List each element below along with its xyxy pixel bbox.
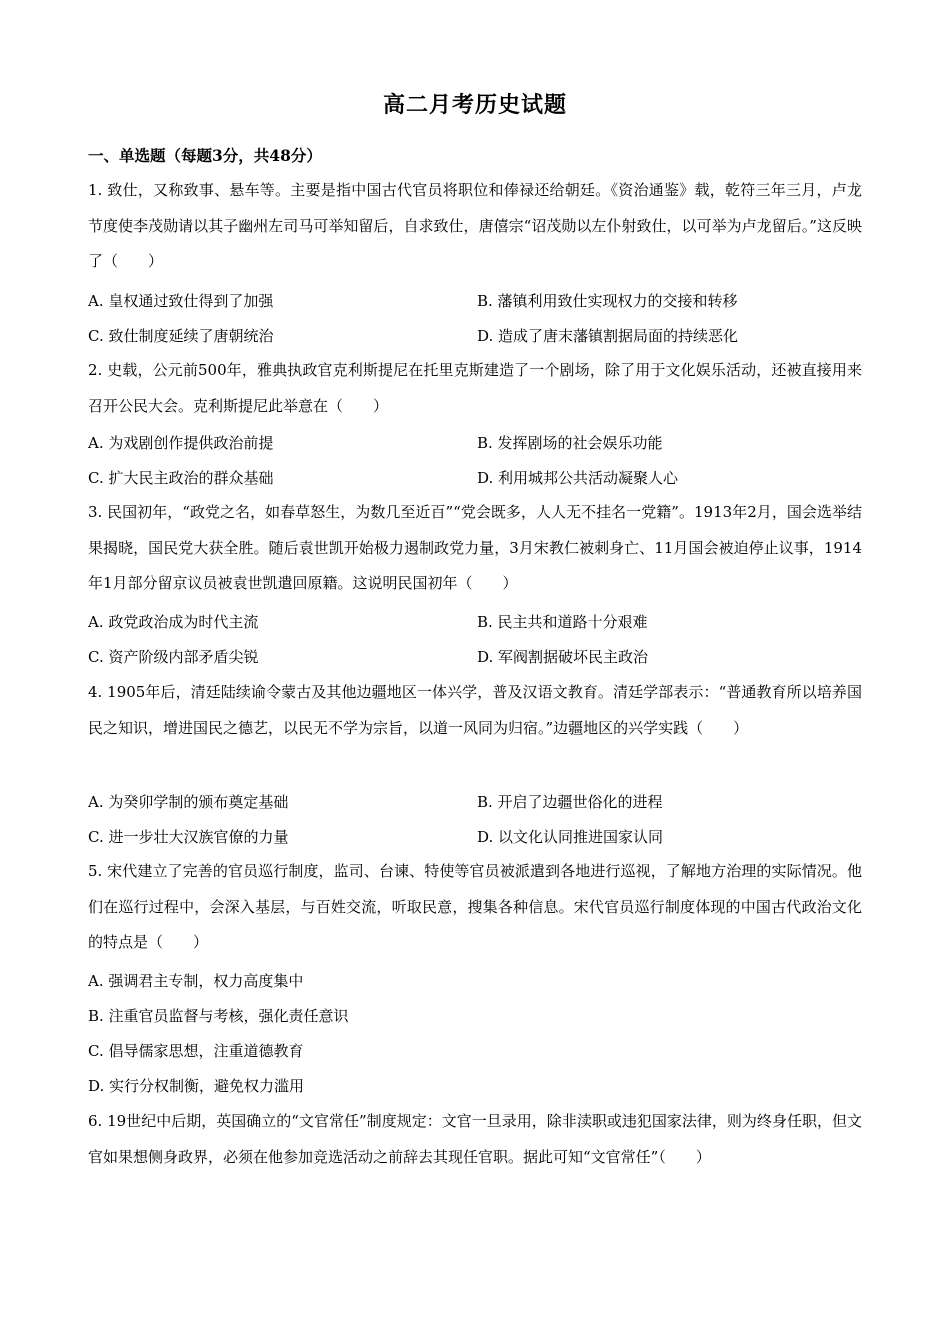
question-1-option-c[interactable]: C. 致仕制度延续了唐朝统治 bbox=[88, 327, 274, 345]
question-3-option-c[interactable]: C. 资产阶级内部矛盾尖锐 bbox=[88, 648, 259, 666]
question-3-option-a[interactable]: A. 政党政治成为时代主流 bbox=[88, 613, 259, 631]
question-5-stem: 5. 宋代建立了完善的官员巡行制度，监司、台谏、特使等官员被派遣到各地进行巡视，了解地方治理的实际情况。他们在巡行过程中，会深入基层，与百姓交流，听取民意，搜集各种信息。宋代官员巡行制度体现的中国古代政治文化的特点是（ ） bbox=[88, 862, 862, 951]
page-title: 高二月考历史试题 bbox=[382, 92, 567, 118]
question-3-stem: 3. 民国初年，“政党之名，如春草怒生，为数几至近百”“党会既多，人人无不挂名一党籍”。1913年2月，国会选举结果揭晓，国民党大获全胜。随后袁世凯开始极力遏制政党力量，3月宋教仁被刺身亡、11月国会被迫停止议事，1914年1月部分留京议员被袁世凯遣回原籍。这说明民国初年（ ） bbox=[88, 503, 862, 592]
question-2-stem: 2. 史载，公元前500年，雅典执政官克利斯提尼在托里克斯建造了一个剧场，除了用于文化娱乐活动，还被直接用来召开公民大会。克利斯提尼此举意在（ ） bbox=[88, 361, 862, 415]
question-5-option-d[interactable]: D. 实行分权制衡，避免权力滥用 bbox=[88, 1077, 305, 1095]
question-4-option-a[interactable]: A. 为癸卯学制的颁布奠定基础 bbox=[88, 793, 289, 811]
question-1-stem: 1. 致仕，又称致事、悬车等。主要是指中国古代官员将职位和俸禄还给朝廷。《资治通鉴》载，乾符三年三月，卢龙节度使李茂勋请以其子幽州左司马可举知留后，自求致仕，唐僖宗“诏茂勋以左仆射致仕，以可举为卢龙留后。”这反映了（ ） bbox=[88, 181, 862, 270]
question-1-option-a[interactable]: A. 皇权通过致仕得到了加强 bbox=[88, 292, 274, 310]
question-2-option-c[interactable]: C. 扩大民主政治的群众基础 bbox=[88, 469, 274, 487]
question-1-option-d[interactable]: D. 造成了唐末藩镇割据局面的持续恶化 bbox=[477, 327, 739, 345]
question-5-option-b[interactable]: B. 注重官员监督与考核，强化责任意识 bbox=[88, 1007, 349, 1025]
question-4-stem: 4. 1905年后，清廷陆续谕令蒙古及其他边疆地区一体兴学，普及汉语文教育。清廷学部表示：“普通教育所以培养国民之知识，增进国民之德艺，以民无不学为宗旨，以道一风同为归宿。”边疆地区的兴学实践（ ） bbox=[88, 683, 862, 737]
question-5-option-a[interactable]: A. 强调君主专制，权力高度集中 bbox=[88, 972, 304, 990]
question-2-option-d[interactable]: D. 利用城邦公共活动凝聚人心 bbox=[477, 469, 679, 487]
section-heading: 一、单选题（每题3分，共48分） bbox=[88, 146, 322, 165]
question-2-option-b[interactable]: B. 发挥剧场的社会娱乐功能 bbox=[477, 434, 663, 452]
question-3-option-b[interactable]: B. 民主共和道路十分艰难 bbox=[477, 613, 648, 631]
question-1-option-b[interactable]: B. 藩镇利用致仕实现权力的交接和转移 bbox=[477, 292, 738, 310]
question-6-stem: 6. 19世纪中后期，英国确立的“文官常任”制度规定：文官一旦录用，除非渎职或违犯国家法律，则为终身任职，但文官如果想侧身政界，必须在他参加竞选活动之前辞去其现任官职。据此可知“文官常任”（ ） bbox=[88, 1112, 862, 1166]
question-4-option-c[interactable]: C. 进一步壮大汉族官僚的力量 bbox=[88, 828, 289, 846]
question-4-option-d[interactable]: D. 以文化认同推进国家认同 bbox=[477, 828, 664, 846]
question-3-option-d[interactable]: D. 军阀割据破坏民主政治 bbox=[477, 648, 649, 666]
question-4-option-b[interactable]: B. 开启了边疆世俗化的进程 bbox=[477, 793, 663, 811]
question-5-option-c[interactable]: C. 倡导儒家思想，注重道德教育 bbox=[88, 1042, 304, 1060]
question-2-option-a[interactable]: A. 为戏剧创作提供政治前提 bbox=[88, 434, 274, 452]
